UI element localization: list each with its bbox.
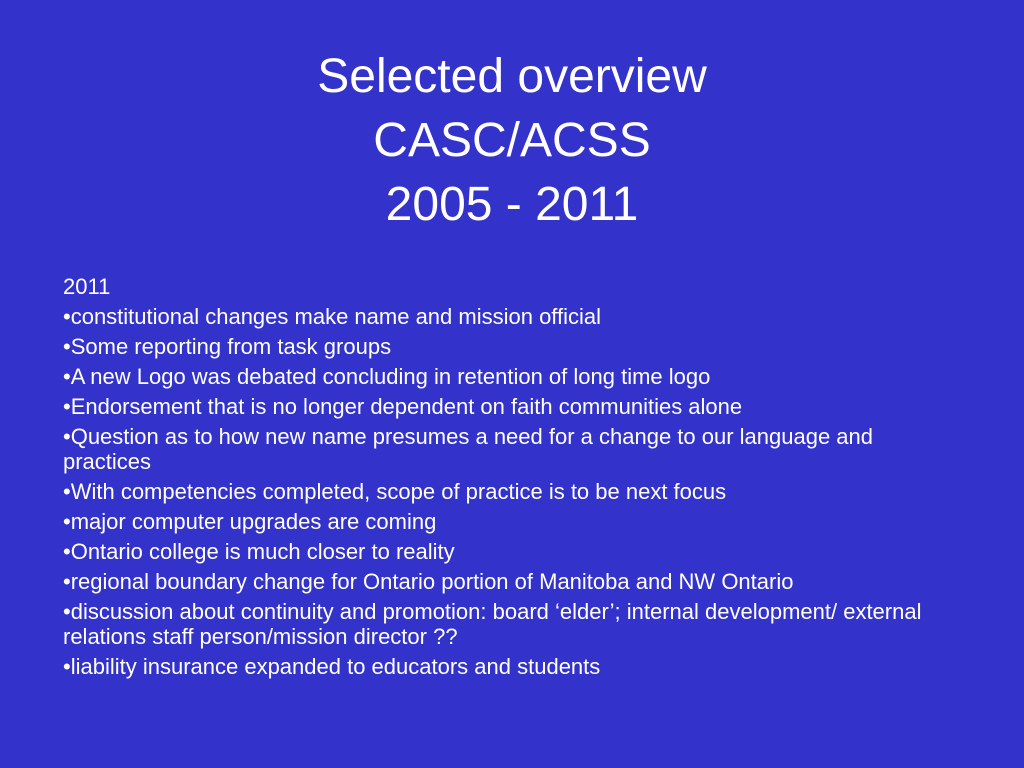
bullet-item: •major computer upgrades are coming [63, 509, 437, 534]
title-line-1: Selected overview [317, 50, 707, 103]
bullet-item: •Some reporting from task groups [63, 334, 392, 359]
bullet-item: •liability insurance expanded to educators and students [63, 654, 601, 679]
title-line-2: CASC/ACSS [373, 114, 651, 167]
bullet-item: •regional boundary change for Ontario portion of Manitoba and NW Ontario [63, 569, 794, 594]
title-line-3: 2005 - 2011 [385, 178, 639, 231]
bullet-item: •discussion about continuity and promotion: board ‘elder’; internal development/ external relations staff person/mission director ?? [63, 599, 922, 649]
bullet-item: •Question as to how new name presumes a need for a change to our language and practices [63, 424, 874, 474]
bullet-item: •With competencies completed, scope of practice is to be next focus [63, 479, 727, 504]
slide-body [63, 274, 963, 684]
slide-title [0, 45, 1024, 237]
bullet-item: •Ontario college is much closer to reality [63, 539, 455, 564]
bullet-item: •constitutional changes make name and mission official [63, 304, 602, 329]
year-heading: 2011 [63, 274, 111, 299]
bullet-item: •Endorsement that is no longer dependent on faith communities alone [63, 394, 743, 419]
bullet-item: •A new Logo was debated concluding in retention of long time logo [63, 364, 711, 389]
bullet-list [63, 304, 963, 679]
